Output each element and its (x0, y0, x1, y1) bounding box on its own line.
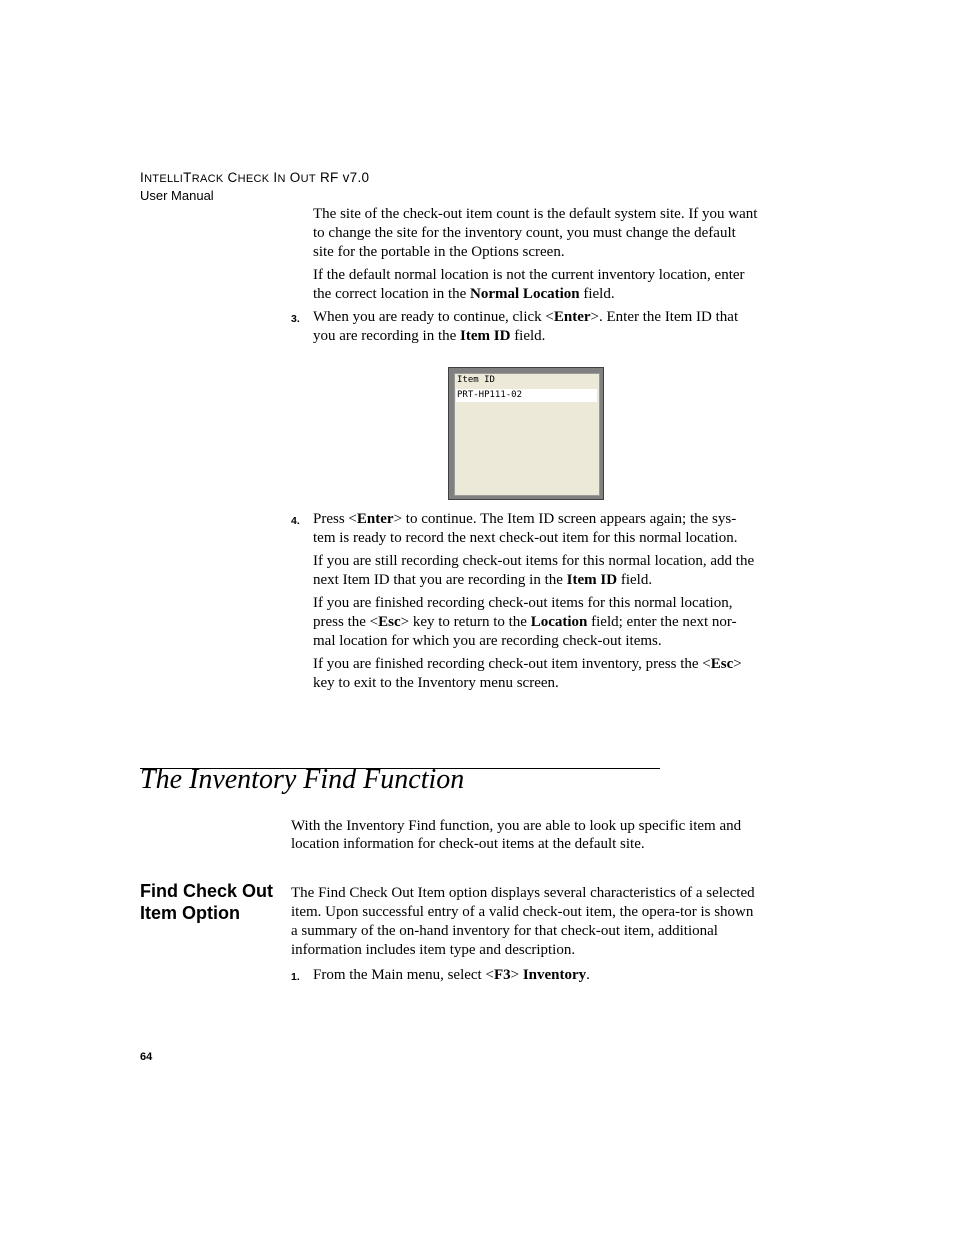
item-id-value: PRT-HP111-02 (457, 390, 523, 400)
item-id-label: Item ID (457, 375, 495, 385)
section-title: The Inventory Find Function (140, 764, 465, 795)
step-4-paragraph-1: Press <Enter> to continue. The Item ID screen appears again; the sys-tem is ready to record the next check-out item for this normal location. (313, 511, 738, 546)
step-3-number: 3. (291, 313, 300, 325)
running-header-title: INTELLITRACK CHECK IN OUT RF v7.0 (140, 170, 370, 185)
device-screen-panel (454, 373, 600, 496)
step-1-text: From the Main menu, select <F3> Inventory. (313, 967, 590, 983)
step-1-number: 1. (291, 971, 300, 983)
step-4-paragraph-4: If you are finished recording check-out item inventory, press the <Esc> key to exit to the Inventory menu screen. (313, 656, 742, 691)
page-number: 64 (140, 1051, 153, 1063)
step-3-text: When you are ready to continue, click <Enter>. Enter the Item ID that you are recording in the Item ID field. (313, 309, 739, 344)
item-id-device-screenshot (448, 367, 604, 500)
section-intro: With the Inventory Find function, you are able to look up specific item and location information for check-out items at the default site. (291, 818, 742, 852)
intro-paragraph-2: If the default normal location is not the current inventory location, enter the correct location in the Normal Location field. (313, 267, 745, 302)
intro-paragraph-1: The site of the check-out item count is the default system site. If you want to change the site for the inventory count, you must change the default site for the portable in the Options screen. (313, 206, 758, 260)
step-4-paragraph-3: If you are finished recording check-out items for this normal location, press the <Esc> key to return to the Location field; enter the next nor-mal location for which you are recording check-out items. (313, 595, 737, 649)
subsection-body: The Find Check Out Item option displays several characteristics of a selected item. Upon successful entry of a valid check-out item, the opera-tor is shown a summary of the on-hand inventory for that check-out item, additional information includes item type and description. (291, 885, 755, 958)
subsection-title: Find Check Out Item Option (140, 881, 274, 923)
running-header-subtitle: User Manual (140, 188, 214, 203)
item-id-field (456, 389, 597, 402)
step-4-number: 4. (291, 515, 300, 527)
step-4-paragraph-2: If you are still recording check-out items for this normal location, add the next Item ID that you are recording in the Item ID field. (313, 553, 755, 588)
